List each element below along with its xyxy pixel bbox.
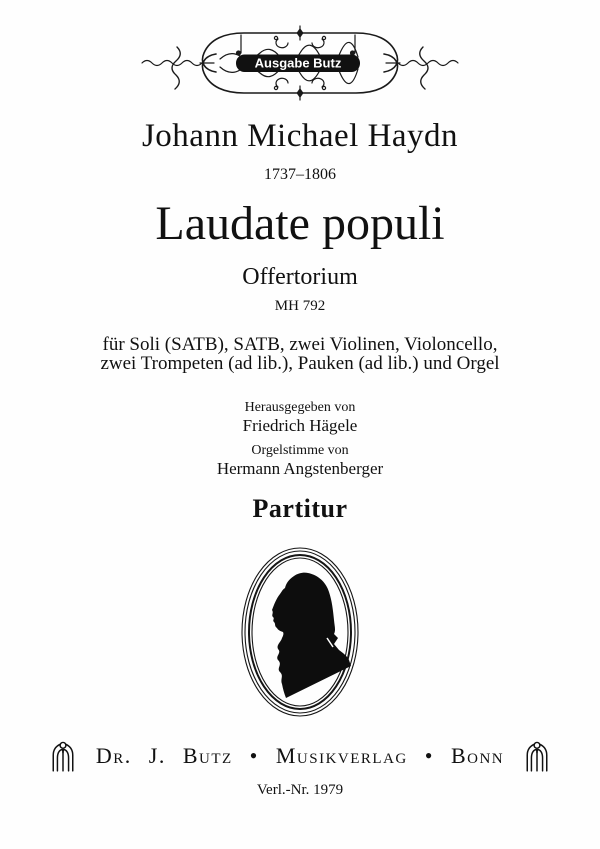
publisher-number: Verl.-Nr. 1979	[256, 782, 344, 798]
banner-label-text: Ausgabe Butz	[254, 55, 342, 71]
composer-portrait	[239, 545, 361, 719]
editor-label: Herausgegeben von	[244, 400, 356, 415]
publisher-imprint	[0, 740, 600, 772]
scoring-text	[0, 336, 600, 373]
editor-name: Friedrich Hägele	[242, 416, 358, 435]
organ-part-name: Hermann Angstenberger	[216, 459, 384, 478]
scoring-line-2: zwei Trompeten (ad lib.), Pauken (ad lib.) und Orgel	[100, 352, 500, 374]
ausgabe-butz-banner	[140, 20, 460, 106]
composer-dates: 1737–1806	[264, 166, 336, 183]
work-catalog-number: MH 792	[274, 298, 326, 314]
organ-part-label: Orgelstimme von	[251, 443, 349, 458]
work-genre: Offertorium	[242, 264, 358, 290]
scoring-line-1: für Soli (SATB), SATB, zwei Violinen, Violoncello,	[102, 334, 498, 355]
butz-arch-logo-icon	[524, 740, 550, 772]
butz-arch-logo-icon	[50, 740, 76, 772]
banner-ornament-icon	[140, 20, 460, 106]
edition-format: Partitur	[252, 494, 348, 523]
composer-name: Johann Michael Haydn	[141, 118, 459, 154]
composer-silhouette-icon	[239, 545, 361, 719]
work-title: Laudate populi	[155, 197, 445, 250]
publisher-name-line: Dr. J. Butz • Musikverlag • Bonn	[95, 743, 505, 768]
